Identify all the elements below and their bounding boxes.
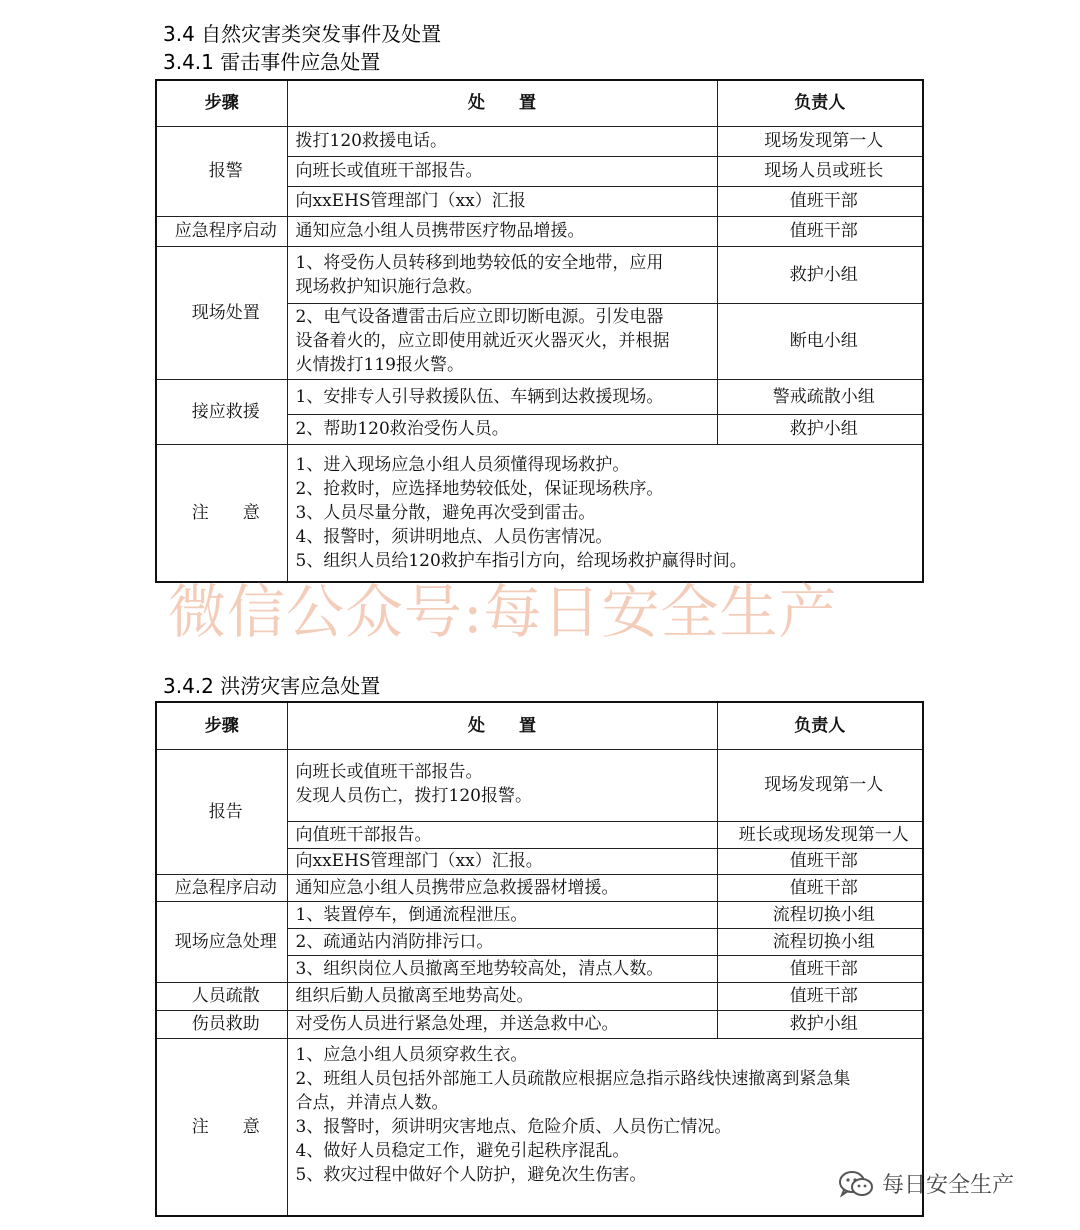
notes-cell (287, 444, 923, 582)
owner-cell: 断电小组 (717, 303, 923, 379)
table-row (156, 1038, 923, 1216)
action-line: 1、将受伤人员转移到地势较低的安全地带，应用 (295, 252, 664, 273)
note-line: 3、报警时，须讲明灾害地点、危险介质、人员伤亡情况。 (295, 1116, 732, 1137)
action-cell: 通知应急小组人员携带医疗物品增援。 (287, 216, 717, 246)
action-cell: 通知应急小组人员携带应急救援器材增援。 (287, 874, 717, 901)
owner-cell: 流程切换小组 (717, 901, 923, 928)
step-cell: 现场应急处理 (156, 901, 287, 982)
action-cell: 3、组织岗位人员撤离至地势较高处，清点人数。 (287, 955, 717, 982)
owner-cell: 救护小组 (717, 246, 923, 303)
step-cell: 应急程序启动 (156, 216, 287, 246)
note-line: 4、报警时，须讲明地点、人员伤害情况。 (295, 526, 613, 547)
action-cell: 向xxEHS管理部门（xx）汇报。 (287, 848, 717, 874)
action-line: 向班长或值班干部报告。 (295, 761, 483, 782)
brand-mark (838, 1168, 1014, 1199)
header-owner: 负责人 (717, 702, 923, 749)
action-line: 火情拨打119报火警。 (295, 355, 464, 375)
notes-cell (287, 1038, 923, 1216)
header-step: 步骤 (156, 80, 287, 126)
table-row (156, 1010, 923, 1038)
action-cell: 2、帮助120救治受伤人员。 (287, 414, 717, 444)
header-step: 步骤 (156, 702, 287, 749)
action-cell: 2、疏通站内消防排污口。 (287, 928, 717, 955)
table-row (156, 246, 923, 303)
owner-cell: 值班干部 (717, 955, 923, 982)
action-cell: 组织后勤人员撤离至地势高处。 (287, 982, 717, 1010)
table-row (156, 216, 923, 246)
flood-title: 3.4.2 洪涝灾害应急处置 (163, 674, 381, 698)
note-line: 2、班组人员包括外部施工人员疏散应根据应急指示路线快速撤离到紧急集 (295, 1068, 851, 1089)
action-cell: 1、装置停车，倒通流程泄压。 (287, 901, 717, 928)
table-row (156, 982, 923, 1010)
table-row (156, 749, 923, 821)
action-line: 设备着火的，应立即使用就近灭火器灭火，并根据 (295, 331, 670, 351)
action-line: 发现人员伤亡，拨打120报警。 (295, 785, 532, 806)
action-cell: 向值班干部报告。 (287, 821, 717, 848)
action-cell (287, 246, 717, 303)
note-line: 5、组织人员给120救护车指引方向，给现场救护赢得时间。 (295, 550, 747, 571)
note-line: 5、救灾过程中做好个人防护，避免次生伤害。 (295, 1164, 647, 1185)
owner-cell: 流程切换小组 (717, 928, 923, 955)
lightning-table (155, 79, 924, 583)
owner-cell: 救护小组 (717, 1010, 923, 1038)
step-cell: 注 意 (156, 444, 287, 582)
action-cell: 1、安排专人引导救援队伍、车辆到达救援现场。 (287, 379, 717, 414)
table-row (156, 379, 923, 414)
owner-cell: 值班干部 (717, 982, 923, 1010)
watermark-text: 微信公众号:每日安全生产 (168, 578, 838, 646)
step-cell: 报告 (156, 749, 287, 874)
action-cell: 向班长或值班干部报告。 (287, 156, 717, 186)
flood-table (155, 701, 924, 1217)
owner-cell: 现场发现第一人 (717, 749, 923, 821)
owner-cell: 警戒疏散小组 (717, 379, 923, 414)
owner-cell: 现场发现第一人 (717, 126, 923, 156)
owner-cell: 救护小组 (717, 414, 923, 444)
owner-cell: 值班干部 (717, 216, 923, 246)
wechat-icon (838, 1170, 874, 1198)
note-line: 1、应急小组人员须穿救生衣。 (295, 1044, 528, 1065)
table-row (156, 126, 923, 156)
header-action: 处 置 (287, 80, 717, 126)
owner-cell: 值班干部 (717, 186, 923, 216)
step-cell: 接应救援 (156, 379, 287, 444)
table-row (156, 874, 923, 901)
action-line: 2、电气设备遭雷击后应立即切断电源。引发电器 (295, 307, 664, 327)
action-cell: 向xxEHS管理部门（xx）汇报 (287, 186, 717, 216)
owner-cell: 班长或现场发现第一人 (717, 821, 923, 848)
header-action: 处 置 (287, 702, 717, 749)
section-title: 3.4 自然灾害类突发事件及处置 (163, 22, 442, 46)
step-cell: 现场处置 (156, 246, 287, 379)
note-line: 2、抢救时，应选择地势较低处，保证现场秩序。 (295, 478, 664, 499)
note-line: 合点，并清点人数。 (295, 1092, 449, 1113)
table-row (156, 444, 923, 582)
lightning-title: 3.4.1 雷击事件应急处置 (163, 50, 381, 74)
action-cell: 拨打120救援电话。 (287, 126, 717, 156)
brand-name: 每日安全生产 (882, 1173, 1015, 1198)
note-line: 1、进入现场应急小组人员须懂得现场救护。 (295, 454, 630, 475)
action-cell: 对受伤人员进行紧急处理，并送急救中心。 (287, 1010, 717, 1038)
action-line: 现场救护知识施行急救。 (295, 276, 483, 297)
header-owner: 负责人 (717, 80, 923, 126)
owner-cell: 值班干部 (717, 874, 923, 901)
step-cell: 注 意 (156, 1038, 287, 1216)
step-cell: 应急程序启动 (156, 874, 287, 901)
note-line: 3、人员尽量分散，避免再次受到雷击。 (295, 502, 596, 523)
table-row (156, 901, 923, 928)
step-cell: 伤员救助 (156, 1010, 287, 1038)
note-line: 4、做好人员稳定工作，避免引起秩序混乱。 (295, 1140, 630, 1161)
owner-cell: 值班干部 (717, 848, 923, 874)
action-cell (287, 749, 717, 821)
owner-cell: 现场人员或班长 (717, 156, 923, 186)
step-cell: 报警 (156, 126, 287, 216)
step-cell: 人员疏散 (156, 982, 287, 1010)
action-cell (287, 303, 717, 379)
